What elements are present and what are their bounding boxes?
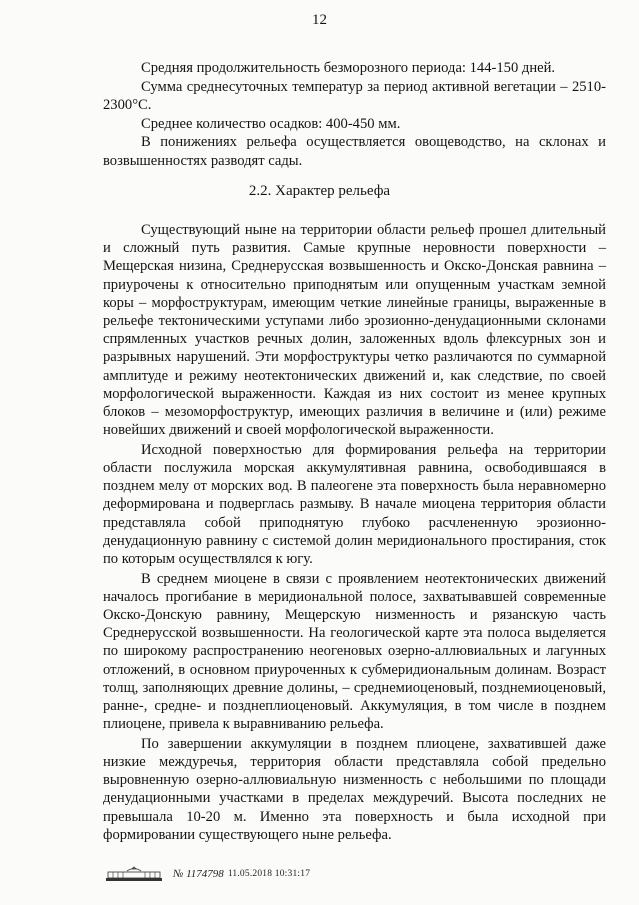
government-building-stamp-icon — [105, 866, 163, 882]
section-heading: 2.2. Характер рельефа — [248, 183, 391, 199]
climate-block — [103, 59, 606, 170]
doc-number: № 1174798 — [173, 868, 224, 880]
section-body — [103, 221, 606, 845]
climate-line: Сумма среднесуточных температур за период активной вегетации – 2510-2300°С. — [103, 78, 606, 113]
document-footer — [105, 866, 310, 882]
page-number: 12 — [312, 12, 327, 28]
paragraph: По завершении аккумуляции в позднем плиоцене, захватившей даже низкие междуречья, территория области представляла собой предельно выровненную озерно-аллювиальную низменность с небольшими по площади денудационными участками в пределах междуречий. Высота последних не превышала 10-20 м. Именно эта поверхность и была исходной при формировании существующего ныне рельефа. — [103, 735, 606, 843]
climate-line: Среднее количество осадков: 400-450 мм. — [141, 115, 401, 132]
climate-line: Средняя продолжительность безморозного периода: 144-150 дней. — [141, 60, 556, 76]
doc-datetime: 11.05.2018 10:31:17 — [227, 869, 311, 879]
paragraph: Исходной поверхностью для формирования рельефа на территории области послужила морская аккумулятивная равнина, освободившаяся в позднем мелу от морских вод. В палеогене эта поверхность была неравномерно деформирована и подверглась размыву. В начале миоцена территория области представляла собой приподнятую глубоко расчлененную эрозионно-денудационную равнину с системой долин меридионального простирания, сток по которым осуществлялся к югу. — [103, 441, 606, 568]
paragraph: В среднем миоцене в связи с проявлением неотектонических движений началось прогибание в меридиональной полосе, захватывавшей современные Окско-Донскую равнину, Мещерскую низменность и рязанскую часть Среднерусской возвышенности. На геологической карте эта полоса выделяется по широкому распространению неогеновых озерно-аллювиальных и лагунных отложений, в основном приуроченных к субмеридиональным долинам. Возраст толщ, заполняющих древние долины, – среднемиоценовый, позднемиоценовый, ранне-, средне- и позднеплиоценовый. Аккумуляция, в том числе в позднем плиоцене, привела к выравниванию рельефа. — [103, 570, 606, 733]
climate-line: В понижениях рельефа осуществляется овощеводство, на склонах и возвышенностях разводят сады. — [103, 134, 606, 169]
paragraph: Существующий ныне на территории области рельеф прошел длительный и сложный путь развития. Самые крупные неровности поверхности – Мещерская низина, Среднерусская возвышенность и Окско-Донская равнина – приурочены к относительно приподнятым или опущенным участкам земной коры – морфоструктурам, имеющим четкие линейные границы, выраженные в рельефе тектоническими уступами либо эрозионно-денудационными склонами спрямленных участков речных долин, заложенных вдоль флексурных зон и разрывных нарушений. Эти морфоструктуры четко различаются по суммарной амплитуде и режиму неотектонических движений и, как следствие, по своей морфологической выраженности. Каждая из них состоит из менее крупных блоков – мезоморфоструктур, имеющих различия в величине и (или) режиме новейших движений и своей морфологической выраженности. — [103, 222, 606, 439]
